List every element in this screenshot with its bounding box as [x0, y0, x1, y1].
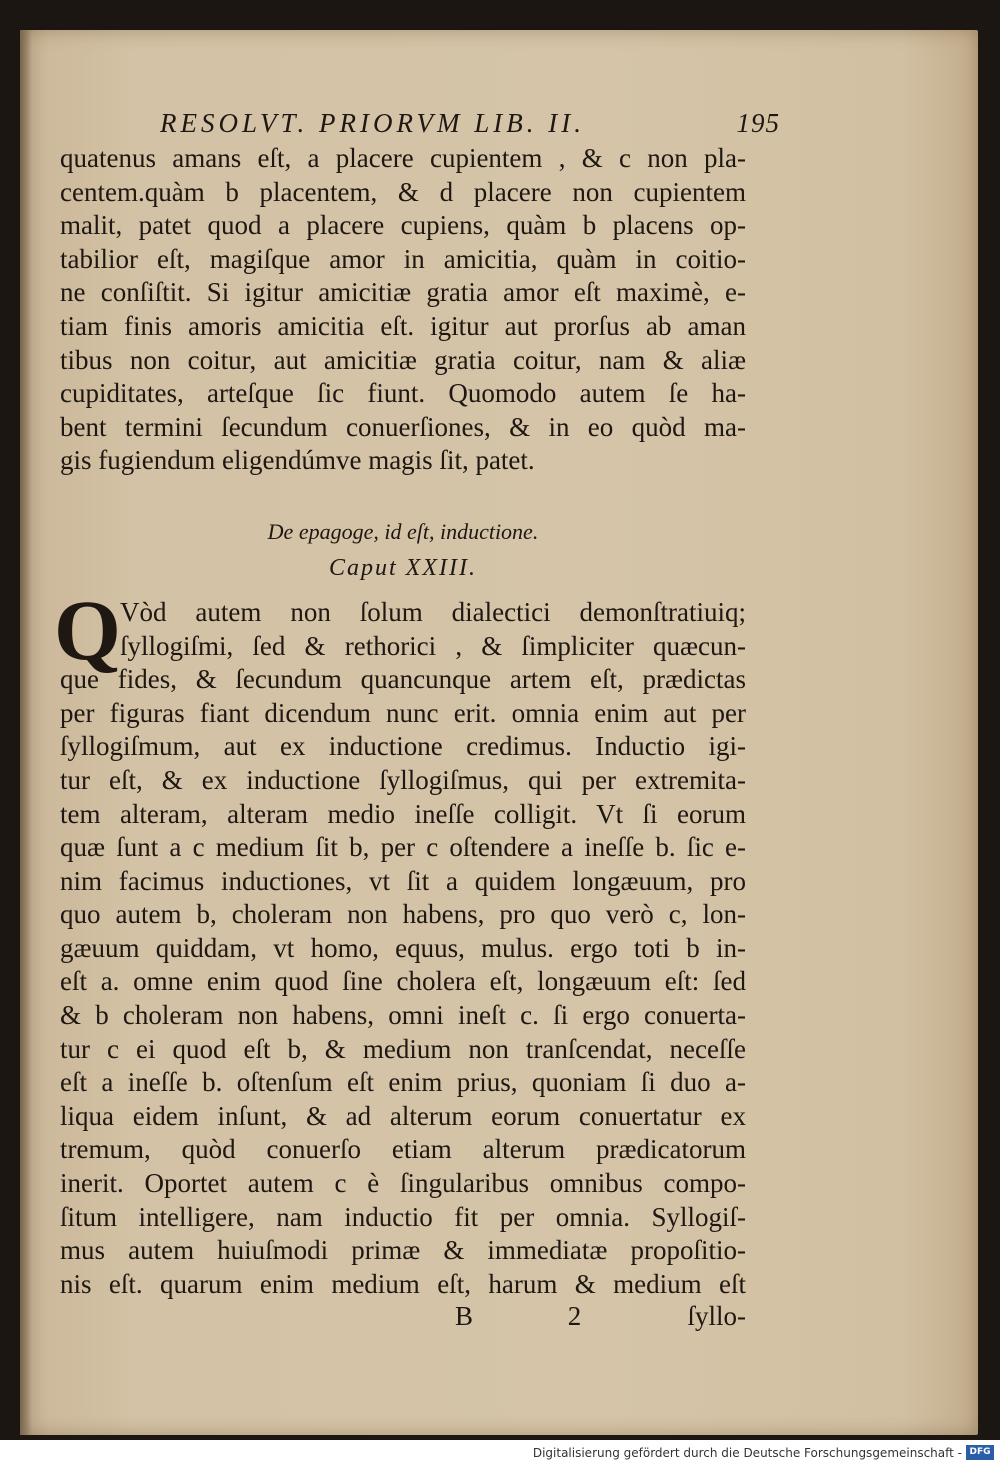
text-line: malit, patet quod a placere cupiens, quàm b placens op-: [60, 210, 746, 241]
funding-credit: Digitalisierung gefördert durch die Deutsche Forschungsgemeinschaft -: [532, 1446, 962, 1460]
text-line: inerit. Oportet autem c è ſingularibus omnibus compo-: [60, 1168, 746, 1199]
dfg-logo-icon: DFG: [966, 1445, 994, 1460]
text-line: ſyllogiſmi, ſed & rethorici , & ſimpliciter quæcun-: [120, 630, 746, 661]
text-line: per figuras fiant dicendum nunc erit. omnia enim aut per: [60, 697, 746, 728]
page-gutter: [20, 30, 32, 1435]
drop-capital: Q: [54, 581, 121, 678]
text-line: tur c ei quod eſt b, & medium non tranſcendat, neceſſe: [60, 1033, 746, 1064]
text-line: tabilior eſt, magiſque amor in amicitia, quàm in coitio-: [60, 243, 746, 274]
running-title: RESOLVT. PRIORVM LIB. II.: [160, 108, 585, 138]
catchline: [60, 1301, 746, 1335]
text-line: gæuum quiddam, vt homo, equus, mulus. ergo toti b in-: [60, 932, 746, 963]
text-line: ſitum intelligere, nam inductio fit per omnia. Syllogiſ-: [60, 1201, 746, 1232]
text-line: centem.quàm b placentem, & d placere non cupientem: [60, 176, 746, 207]
text-line: ne conſiſtit. Si igitur amicitiæ gratia amor eſt maximè, e-: [60, 277, 746, 308]
text-line: liqua eidem inſunt, & ad alterum eorum conuertatur ex: [60, 1100, 746, 1131]
text-line: gis fugiendum eligendúmve magis ſit, patet.: [60, 445, 535, 476]
signature-mark: B 2: [455, 1301, 626, 1332]
text-line: nim facimus inductiones, vt ſit a quidem longæuum, pro: [60, 865, 746, 896]
text-line: & b choleram non habens, omni ineſt c. ſi ergo conuerta-: [60, 1000, 746, 1031]
footer-bar: [0, 1440, 1000, 1467]
text-block: [54, 108, 780, 1335]
text-line: tremum, quòd conuerſo etiam alterum prædicatorum: [60, 1134, 746, 1165]
text-line: eſt a. omne enim quod ſine cholera eſt, longæuum eſt: ſed: [60, 966, 746, 997]
text-line: quæ ſunt a c medium ſit b, per c oſtendere a ineſſe b. ſic e-: [60, 832, 746, 863]
text-line: tem alteram, alteram medio ineſſe colligit. Vt ſi eorum: [60, 798, 746, 829]
text-line: tibus non coitur, aut amicitiæ gratia coitur, nam & aliæ: [60, 344, 746, 375]
text-line: bent termini ſecundum conuerſiones, & in eo quòd ma-: [60, 411, 746, 442]
book-page: [20, 30, 978, 1435]
text-line: tiam finis amoris amicitia eſt. igitur aut prorſus ab aman: [60, 310, 746, 341]
text-line: Vòd autem non ſolum dialectici demonſtratiuiq;: [120, 596, 746, 627]
page-number: 195: [736, 108, 780, 138]
text-line: quo autem b, choleram non habens, pro quo verò c, lon-: [60, 899, 746, 930]
chapter-title: De epagoge, id eſt, inductione.: [267, 518, 539, 544]
catchword: ſyllo-: [687, 1301, 746, 1332]
text-line: ſyllogiſmum, aut ex inductione credimus. Inductio igi-: [60, 731, 746, 762]
text-line: eſt a ineſſe b. oſtenſum eſt enim prius, quoniam ſi duo a-: [60, 1067, 746, 1098]
text-line: mus autem huiuſmodi primæ & immediatæ propoſitio-: [60, 1235, 746, 1266]
text-line: nis eſt. quarum enim medium eſt, harum & medium eſt: [60, 1268, 746, 1299]
paragraph-2: [54, 581, 746, 1301]
text-line: cupiditates, arteſque ſic fiunt. Quomodo autem ſe ha-: [60, 378, 746, 409]
chapter-number: Caput XXIII.: [329, 554, 477, 581]
page-header: [60, 108, 780, 142]
text-line: tur eſt, & ex inductione ſyllogiſmus, qui per extremita-: [60, 764, 746, 795]
paragraph-1: [60, 142, 780, 478]
text-line: quatenus amans eſt, a placere cupientem , & c non pla-: [60, 143, 746, 173]
text-line: que fides, & ſecundum quancunque artem eſt, prædictas: [60, 664, 746, 695]
